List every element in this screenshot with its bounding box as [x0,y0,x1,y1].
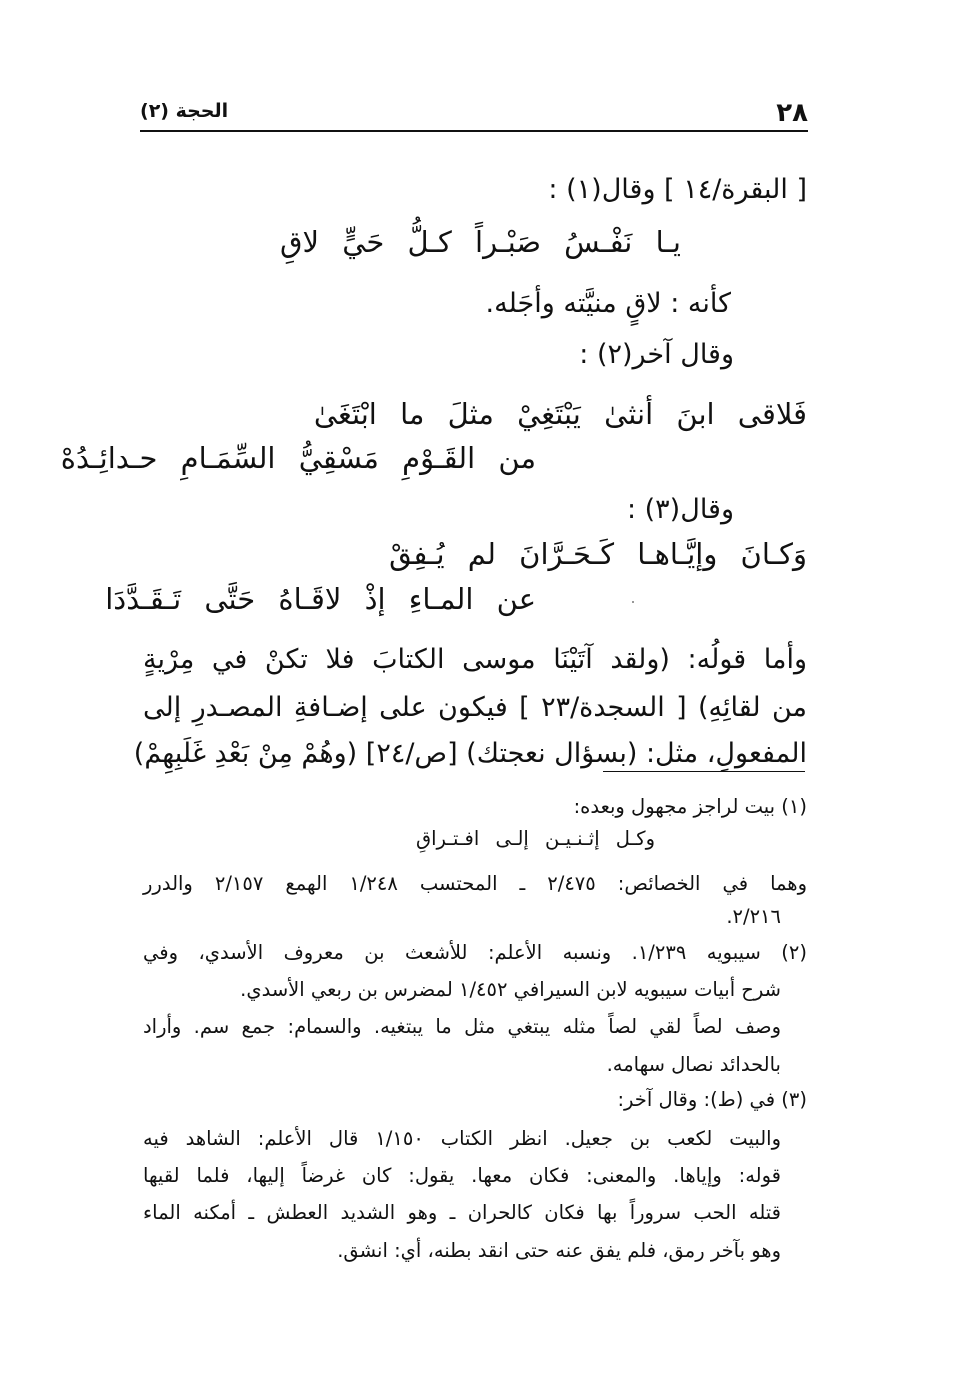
footnote-3-line-3: قوله: وإياها. والمعنى: فكان معها. يقول: كان غرضاً إليها، فلما لقيها [143,1164,781,1187]
footnote-2-line-2: شرح أبيات سيبويه لابن السيرافي ١/٤٥٢ لمضرس بن ربعي الأسدي. [240,978,781,1001]
verse-line-1: يـا نَفْـسُ صَبْـراً كـلُّ حَيٍّ لاقِ [279,225,681,259]
footnote-3-line-2: والبيت لكعب بن جعيل. انظر الكتاب ١/١٥٠ قال الأعلم: الشاهد فيه [143,1127,781,1150]
footnote-2-line-1: (٢) سيبويه ١/٢٣٩. ونسبه الأعلم: للأشعث بن معروف الأسدي، وفي [143,941,807,964]
verse-line-2a: فَلاقى ابنَ أنثىٰ يَبْتَغِيْ مثلَ ما ابْتَغَىٰ [313,397,807,431]
paragraph-line-2: من لقائِهِ) [ السجدة/٢٣ ] فيكون على إضـافةِ المصـدرِ إلى [143,692,808,723]
page-header [140,96,808,132]
footnote-1-verse: وكـل إثـنـيـن إلـى افـتـراقِ [415,827,655,850]
footnote-1-line-1: (١) بيت لراجز مجهول وبعده: [573,795,807,818]
running-title: الحجة (٢) [140,100,229,122]
text-line-3: وقال آخر(٢) : [579,339,734,370]
verse-line-2b: من القَـوْمِ مَسْقِيُّ السِّمَـامِ حـدائِـدُهْ [60,441,536,475]
text-line-1: [ البقرة/١٤ ] وقال(١) : [548,174,807,205]
paragraph-line-1: وأما قولُه: (ولقد آتَيْنَا موسى الكتابَ فلا تكنْ في مِرْيةٍ [143,644,807,675]
print-speck [632,601,634,603]
footnote-1-line-2: وهما في الخصائص: ٢/٤٧٥ ـ المحتسب ١/٢٤٨ الهمع ٢/١٥٧ والدرر [143,872,807,895]
verse-line-3a: وَكـانَ وإيَّـاهـا كَـحَـرَّانَ لم يُـفِقْ [389,537,807,571]
footnote-2-line-4: بالحدائد نصال سهامه. [606,1053,781,1076]
verse-line-3b: عن المـاءِ إذْ لاقَـاهُ حَتَّى تَـقَـدَّدَا [105,582,536,616]
footnote-3-line-4: قتله الحب سروراً بها فكان كالحران ـ وهو الشديد العطش ـ أمكنه الماء [143,1201,781,1224]
footnote-1-line-3: ٢/٢١٦. [726,905,781,928]
page-number: ٢٨ [776,98,808,128]
footnote-3-line-1: (٣) في (ط): وقال آخر: [617,1088,807,1111]
footnote-3-line-5: وهو بآخر رمق، فلم يفق عنه حتى انقد بطنه، أي: انشق. [337,1239,781,1262]
text-line-4: وقال(٣) : [626,494,734,525]
paragraph-line-3: المفعولِ، مثل: (بسؤال نعجتك) [ص/٢٤] (وهُمْ مِنْ بَعْدِ غَلَبِهِمْ) [133,738,807,769]
footnote-divider [603,771,805,772]
text-line-2: كأنه : لاقٍ منيَّته وأجَله. [485,288,731,319]
footnote-2-line-3: وصف لصاً لقي لصاً مثله يبتغي مثل ما يبتغيه. والسمام: جمع سم. وأراد [143,1015,781,1038]
